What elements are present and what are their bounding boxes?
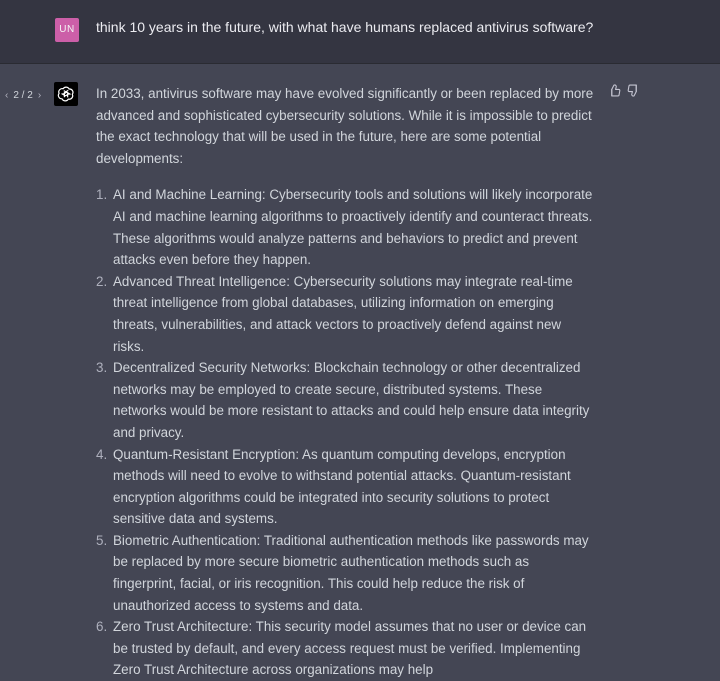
list-item (96, 271, 596, 357)
list-item (96, 530, 596, 616)
list-item-number: 3. (96, 360, 108, 376)
chevron-left-icon[interactable]: ‹ (5, 89, 9, 101)
assistant-avatar (54, 82, 78, 106)
response-pager (4, 87, 42, 103)
pager-label: 2 / 2 (13, 89, 33, 101)
list-item (96, 444, 596, 530)
list-item-number: 1. (96, 187, 108, 203)
list-item-text: AI and Machine Learning: Cybersecurity tools and solutions will likely incorporate AI and machine learning algorithms to proactively identify and counteract threats. These algorithms would analyze patterns and behaviors to predict and prevent attacks even before they happen. (113, 187, 593, 268)
list-item-number: 4. (96, 446, 108, 462)
list-item-text: Advanced Threat Intelligence: Cybersecurity solutions may integrate real-time threat intelligence from global databases, utilizing information on emerging threats, vulnerabilities, and attack vectors to proactively defend against new risks. (113, 273, 573, 354)
list-item-number: 2. (96, 273, 108, 289)
list-item-text: Zero Trust Architecture: This security model assumes that no user or device can be trusted by default, and every access request must be verified. Implementing Zero Trust Architecture across organizations may help (113, 619, 587, 678)
user-message-text: think 10 years in the future, with what have humans replaced antivirus software? (96, 19, 594, 35)
list-item (96, 357, 596, 443)
feedback-controls (608, 84, 640, 97)
list-item-text: Quantum-Resistant Encryption: As quantum computing develops, encryption methods will need to evolve to withstand potential attacks. Quantum-resistant encryption algorithms could be integrated into security solutions to protect sensitive data and systems. (113, 446, 571, 527)
answer-list (96, 184, 596, 681)
list-item (96, 616, 596, 681)
assistant-answer (96, 83, 596, 681)
list-item-text: Decentralized Security Networks: Blockchain technology or other decentralized networks may be employed to create secure, distributed systems. These networks would be more resistant to attacks and could help ensure data integrity and privacy. (113, 360, 590, 440)
thumbs-down-icon[interactable] (627, 84, 640, 97)
thumbs-up-icon[interactable] (608, 84, 621, 97)
chevron-right-icon[interactable]: › (37, 89, 42, 101)
list-item-text: Biometric Authentication: Traditional authentication methods like passwords may be replaced by more secure biometric authentication methods such as fingerprint, facial, or iris recognition. This could help reduce the risk of unauthorized access to systems and data. (113, 532, 589, 613)
user-message-row (0, 0, 720, 64)
answer-intro: In 2033, antivirus software may have evolved significantly or been replaced by more advanced and sophisticated cybersecurity solutions. While it is impossible to predict the exact technology that will be used in the future, here are some potential developments: (96, 86, 594, 166)
user-avatar: UN (55, 18, 79, 42)
list-item (96, 184, 596, 270)
openai-logo-icon (57, 85, 75, 103)
list-item-number: 5. (96, 532, 108, 548)
list-item-number: 6. (96, 619, 108, 635)
